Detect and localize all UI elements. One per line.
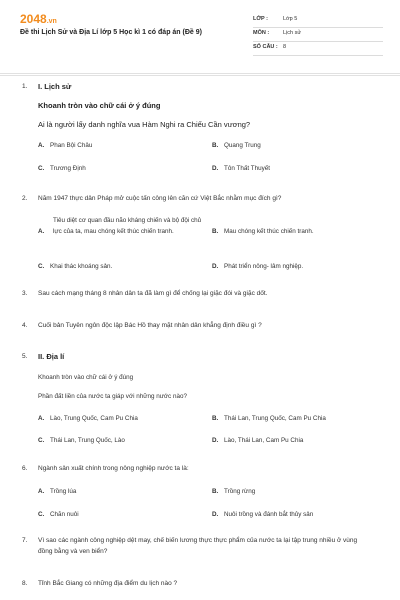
question-text: Phần đất liền của nước ta giáp với những nước nào?	[38, 393, 187, 400]
option-text: Trồng lúa	[50, 488, 77, 495]
question-text: Ngành sản xuất chính trong nông nghiệp nước ta là:	[38, 465, 189, 472]
option-d[interactable]	[212, 437, 303, 444]
option-a[interactable]	[38, 488, 76, 495]
option-c[interactable]	[38, 263, 112, 270]
option-text: Thái Lan, Trung Quốc, Lào	[50, 437, 125, 444]
option-d[interactable]	[212, 511, 313, 518]
question-number: 2.	[22, 195, 28, 202]
meta-row-subject	[253, 28, 383, 42]
question-text: Sau cách mạng tháng 8 nhân dân ta đã làm gì để chống lại giặc đói và giặc dốt.	[38, 290, 268, 297]
option-letter: D.	[212, 511, 219, 518]
option-text: Chăn nuôi	[50, 511, 79, 518]
option-text: Mau chóng kết thúc chiến tranh.	[224, 228, 314, 235]
meta-value: Lớp 5	[283, 16, 298, 22]
option-text: Trương Định	[50, 165, 86, 172]
question-text: Tỉnh Bắc Giang có những địa điểm du lịch nào ?	[38, 580, 178, 587]
question-instruction: Khoanh tròn vào chữ cái ở ý đúng	[38, 101, 161, 110]
option-text: Khai thác khoáng sản.	[50, 263, 113, 270]
option-letter: D.	[212, 263, 219, 270]
option-letter: B.	[212, 228, 219, 235]
option-text: Phan Bội Châu	[50, 142, 93, 149]
question-number: 6.	[22, 465, 28, 472]
option-letter: A.	[38, 488, 45, 495]
option-b[interactable]	[212, 488, 255, 495]
question-instruction: Khoanh tròn vào chữ cái ở ý đúng	[38, 374, 134, 381]
option-letter: A.	[38, 228, 45, 235]
option-d[interactable]	[212, 263, 303, 270]
section-title: I. Lịch sử	[38, 82, 72, 91]
header	[0, 0, 400, 70]
section-title: II. Địa lí	[38, 352, 65, 361]
meta-label: LỚP :	[253, 16, 268, 22]
option-text: Nuôi trồng và đánh bắt thủy sản	[224, 511, 314, 518]
question-number: 1.	[22, 83, 28, 90]
option-text: Tôn Thất Thuyết	[224, 165, 270, 172]
site-logo[interactable]	[20, 12, 57, 26]
question-text: Cuối bản Tuyên ngôn độc lập Bác Hồ thay mặt nhân dân khẳng định điều gì ?	[38, 322, 262, 329]
option-b[interactable]	[212, 228, 314, 235]
option-letter: C.	[38, 263, 45, 270]
option-a-letter-wrap[interactable]	[38, 228, 50, 235]
option-letter: C.	[38, 165, 45, 172]
meta-table	[253, 14, 383, 56]
meta-label: MÔN :	[253, 30, 270, 36]
option-text: Phát triển nông- lâm nghiệp.	[224, 263, 304, 270]
option-text: Lào, Trung Quốc, Cam Pu Chia	[50, 415, 138, 422]
meta-value: 8	[283, 44, 287, 50]
document-title: Đề thi Lịch Sử và Địa Lí lớp 5 Học kì 1 có đáp án (Đề 9)	[20, 29, 202, 36]
option-letter: D.	[212, 165, 219, 172]
question-number: 3.	[22, 290, 28, 297]
question-number: 5.	[22, 353, 28, 360]
option-letter: A.	[38, 142, 45, 149]
option-letter: A.	[38, 415, 45, 422]
option-letter: C.	[38, 511, 45, 518]
option-letter: C.	[38, 437, 45, 444]
meta-label: SỐ CÂU :	[253, 44, 278, 50]
question-text: Ai là người lấy danh nghĩa vua Hàm Nghi ra Chiếu Cần vương?	[38, 120, 251, 129]
option-text: Quang Trung	[224, 142, 261, 149]
option-letter: D.	[212, 437, 219, 444]
option-d[interactable]	[212, 165, 270, 172]
option-letter: B.	[212, 488, 219, 495]
header-divider-2	[0, 75, 400, 76]
option-text: Lào, Thái Lan, Cam Pu Chia	[224, 437, 304, 444]
option-b[interactable]	[212, 142, 261, 149]
question-text: Vì sao các ngành công nghiệp dệt may, chế biến lương thực thực phẩm của nước ta lại tập trung nhiều ở vùng đồng bằng và ven biển?	[38, 537, 358, 555]
option-a[interactable]	[38, 415, 138, 422]
meta-row-count	[253, 42, 383, 56]
meta-value: Lịch sử	[283, 30, 302, 36]
question-number: 4.	[22, 322, 28, 329]
meta-row-class	[253, 14, 383, 28]
question-number: 8.	[22, 580, 28, 587]
option-c[interactable]	[38, 165, 86, 172]
option-c[interactable]	[38, 511, 79, 518]
option-a-text[interactable]: Tiêu diệt cơ quan đầu não kháng chiến và bộ đội chủ lực của ta, mau chóng kết thúc chiến tranh.	[53, 217, 202, 235]
header-divider	[0, 73, 400, 74]
option-letter: B.	[212, 415, 219, 422]
option-a[interactable]	[38, 142, 92, 149]
option-letter: B.	[212, 142, 219, 149]
question-text: Năm 1947 thực dân Pháp mở cuộc tấn công lên căn cứ Việt Bắc nhằm mục đích gì?	[38, 195, 282, 202]
logo-main: 2048	[20, 12, 47, 26]
question-number: 7.	[22, 537, 28, 544]
option-c[interactable]	[38, 437, 125, 444]
option-text: Trồng rừng	[224, 488, 256, 495]
option-text: Thái Lan, Trung Quốc, Cam Pu Chia	[224, 415, 326, 422]
option-b[interactable]	[212, 415, 326, 422]
logo-suffix: .vn	[46, 18, 57, 25]
